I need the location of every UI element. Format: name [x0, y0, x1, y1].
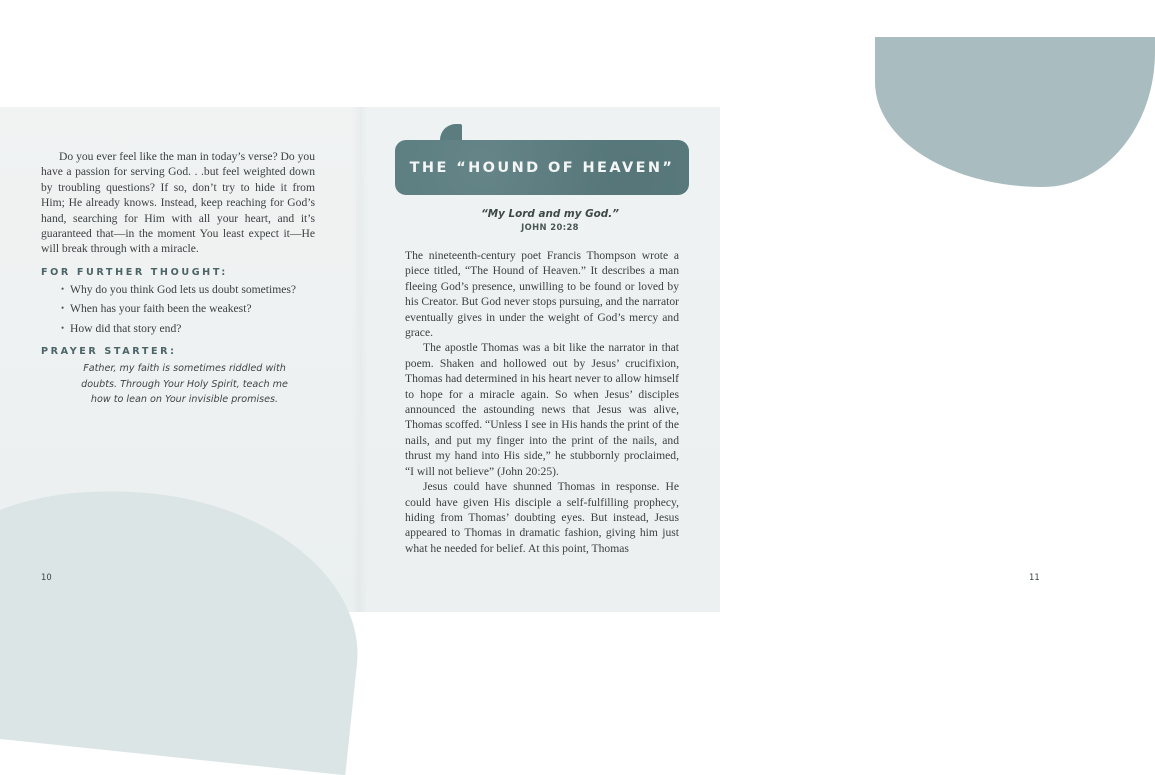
bullet-icon: • [61, 303, 65, 314]
left-page [0, 107, 360, 612]
article-paragraph-3: Jesus could have shunned Thomas in response. He could have given His disciple a self-fulfilling prophecy, hiding from Thomas’ doubting eyes. But instead, Jesus appeared to Thomas in dramatic fashion, giving him just what he needed for belief. At this point, Thomas [405, 480, 679, 555]
prayer-starter-heading: PRAYER STARTER: [41, 346, 177, 358]
title-banner [395, 140, 689, 195]
page-number-right: 11 [1029, 572, 1040, 582]
book-spread [0, 107, 1040, 612]
page-number-left: 10 [41, 572, 52, 582]
list-item: • How did that story end? [61, 321, 182, 335]
decorative-blob-left [0, 473, 372, 775]
further-thought-heading: FOR FURTHER THOUGHT: [41, 266, 228, 278]
list-item: • Why do you think God lets us doubt sometimes? [61, 282, 297, 296]
verse-block [380, 208, 720, 232]
page-title: THE “HOUND OF HEAVEN” [409, 159, 675, 176]
right-page-content [405, 248, 679, 556]
article-paragraph-1: The nineteenth-century poet Francis Thompson wrote a piece titled, “The Hound of Heaven.” It describes a man fleeing God’s presence, unwilling to be found or loved by his Creator. But God never stops pursuing, and the narrator eventually gives in under the weight of God’s mercy and grace. [405, 249, 680, 340]
verse-reference: JOHN 20:28 [521, 222, 579, 232]
article-paragraph-2: The apostle Thomas was a bit like the narrator in that poem. Shaken and hollowed out by Jesus’ crucifixion, Thomas had determined in his heart never to allow himself to hope for a miracle again. So when Jesus’ disciples announced the astounding news that Jesus was alive, Thomas scoffed. “Unless I see in His hands the print of the nails, and put my finger into the print of the nails, and thrust my hand into His side,” he stubbornly proclaimed, “I will not believe” (John 20:25). [405, 341, 679, 478]
bullet-icon: • [61, 283, 65, 294]
decorative-blob-right [875, 37, 1155, 187]
further-thought-list [41, 282, 315, 336]
list-item: • When has your faith been the weakest? [61, 302, 252, 316]
bullet-icon: • [61, 322, 65, 333]
devotional-paragraph: Do you ever feel like the man in today’s verse? Do you have a passion for serving God. . .but feel weighted down by troubling questions? If so, don’t try to hide it from Him; He already knows. Instead, keep reaching for God’s hand, searching for Him with all your heart, and it’s guaranteed that—in the moment You least expect it—He will break through with a miracle. [41, 150, 315, 256]
book-gutter [352, 107, 368, 612]
verse-quote: “My Lord and my God.” [481, 208, 619, 220]
left-page-content [41, 149, 315, 408]
prayer-text: Father, my faith is sometimes riddled with doubts. Through Your Holy Spirit, teach me how to lean on Your invisible promises. [81, 363, 288, 406]
